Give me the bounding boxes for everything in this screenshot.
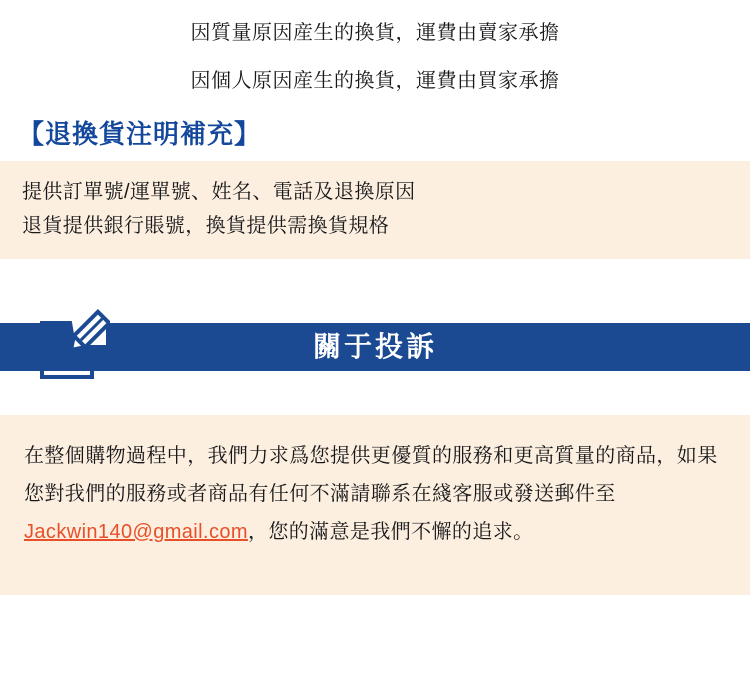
complaint-banner xyxy=(0,307,750,385)
complaint-body-block xyxy=(0,415,750,595)
return-policy-lines xyxy=(0,0,750,96)
return-note-block xyxy=(0,161,750,259)
return-note-heading: 【退換貨注明補充】 xyxy=(18,119,262,149)
complaint-body-text xyxy=(24,437,726,551)
pencil-note-icon xyxy=(36,307,110,385)
support-email-link[interactable]: Jackwin140@gmail.com xyxy=(24,521,248,543)
return-note-line: 退貨提供銀行賬號，換貨提供需換貨規格 xyxy=(22,215,390,237)
banner-title: 關于投訴 xyxy=(312,331,437,362)
return-note-line: 提供訂單號/運單號、姓名、電話及退換原因 xyxy=(22,181,416,203)
complaint-body-prefix: 在整個購物過程中，我們力求爲您提供更優質的服務和更高質量的商品，如果您對我們的服務或者商品有任何不滿請聯系在綫客服或發送郵件至 xyxy=(24,445,718,505)
complaint-body-suffix: ，您的滿意是我們不懈的追求。 xyxy=(247,521,534,543)
policy-line: 因個人原因産生的換貨，運費由買家承擔 xyxy=(190,70,560,92)
policy-line: 因質量原因産生的換貨，運費由賣家承擔 xyxy=(190,22,560,44)
